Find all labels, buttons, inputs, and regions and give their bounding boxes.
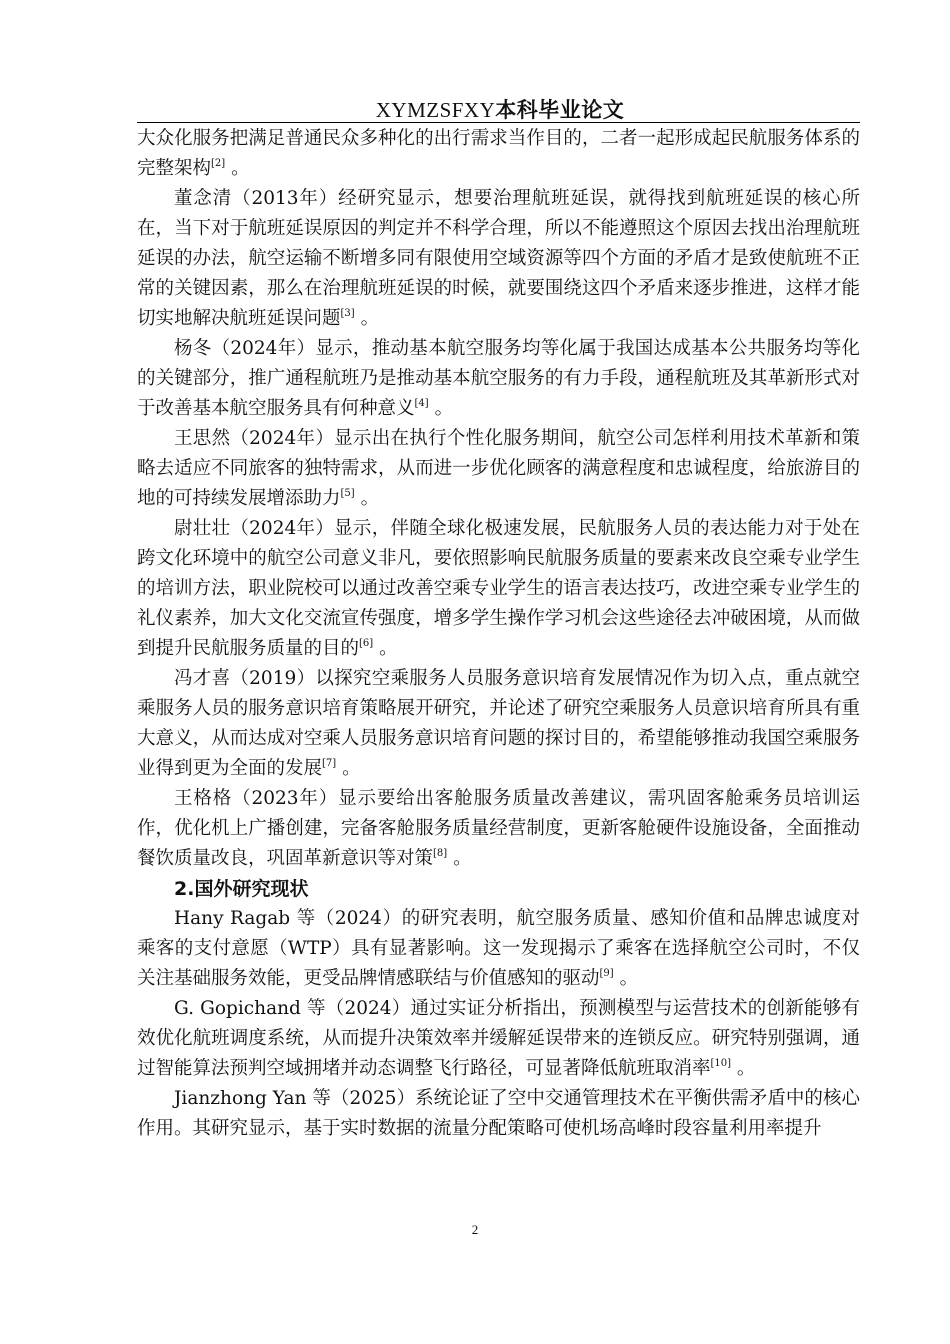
section-heading: 2.国外研究现状 xyxy=(174,878,309,900)
header-latin: XYMZSFXY xyxy=(375,98,496,122)
citation: [2] xyxy=(211,158,226,169)
paragraph: G. Gopichand 等（2024）通过实证分析指出，预测模型与运营技术的创新能够有效优化航班调度系统，从而提升决策效率并缓解延误带来的连锁反应。研究特别强调，通过智能算法预判空域拥堵并动态调整飞行路径，可显著降低航班取消率[10] 。 xyxy=(137,998,860,1079)
citation: [6] xyxy=(359,638,374,649)
citation: [9] xyxy=(599,968,614,979)
page-number: 2 xyxy=(471,1222,479,1237)
paragraph: 王格格（2023年）显示要给出客舱服务质量改善建议，需巩固客舱乘务员培训运作，优化机上广播创建，完备客舱服务质量经营制度，更新客舱硬件设施设备，全面推动餐饮质量改良，巩固革新意识等对策[8] 。 xyxy=(137,788,860,869)
paragraph: Hany Ragab 等（2024）的研究表明，航空服务质量、感知价值和品牌忠诚度对乘客的支付意愿（WTP）具有显著影响。这一发现揭示了乘客在选择航空公司时，不仅关注基础服务效能，更受品牌情感联结与价值感知的驱动[9] 。 xyxy=(137,908,860,989)
citation: [4] xyxy=(414,398,429,409)
page-header xyxy=(140,94,860,124)
paragraph: 董念清（2013年）经研究显示，想要治理航班延误，就得找到航班延误的核心所在，当下对于航班延误原因的判定并不科学合理，所以不能遵照这个原因去找出治理航班延误的办法，航空运输不断增多同有限使用空域资源等四个方面的矛盾才是致使航班不正常的关键因素，那么在治理航班延误的时候，就要围绕这四个矛盾来逐步推进，这样才能切实地解决航班延误问题[3] 。 xyxy=(137,188,860,329)
citation: [5] xyxy=(340,488,355,499)
citation: [8] xyxy=(433,848,448,859)
header-rule xyxy=(137,122,860,123)
header-title: 本科毕业论文 xyxy=(495,98,625,122)
paragraph: Jianzhong Yan 等（2025）系统论证了空中交通管理技术在平衡供需矛盾中的核心作用。其研究显示，基于实时数据的流量分配策略可使机场高峰时段容量利用率提升 xyxy=(137,1088,860,1139)
citation: [3] xyxy=(340,308,355,319)
paragraph: 大众化服务把满足普通民众多种化的出行需求当作目的，二者一起形成起民航服务体系的完整架构[2] 。 xyxy=(137,128,860,179)
document-body xyxy=(137,124,860,1144)
paragraph: 尉壮壮（2024年）显示，伴随全球化极速发展，民航服务人员的表达能力对于处在跨文化环境中的航空公司意义非凡，要依照影响民航服务质量的要素来改良空乘专业学生的培训方法，职业院校可以通过改善空乘专业学生的语言表达技巧，改进空乘专业学生的礼仪素养，加大文化交流宣传强度，增多学生操作学习机会这些途径去冲破困境，从而做到提升民航服务质量的目的[6] 。 xyxy=(137,518,860,659)
citation: [7] xyxy=(322,758,337,769)
paragraph: 冯才喜（2019）以探究空乘服务人员服务意识培育发展情况作为切入点，重点就空乘服务人员的服务意识培育策略展开研究，并论述了研究空乘服务人员意识培育所具有重大意义，从而达成对空乘人员服务意识培育问题的探讨目的，希望能够推动我国空乘服务业得到更为全面的发展[7] 。 xyxy=(137,668,860,779)
paragraph: 杨冬（2024年）显示，推动基本航空服务均等化属于我国达成基本公共服务均等化的关键部分，推广通程航班乃是推动基本航空服务的有力手段，通程航班及其革新形式对于改善基本航空服务具有何种意义[4] 。 xyxy=(137,338,860,419)
citation: [10] xyxy=(710,1058,732,1069)
paragraph: 王思然（2024年）显示出在执行个性化服务期间，航空公司怎样利用技术革新和策略去适应不同旅客的独特需求，从而进一步优化顾客的满意程度和忠诚程度，给旅游目的地的可持续发展增添助力[5] 。 xyxy=(137,428,860,509)
